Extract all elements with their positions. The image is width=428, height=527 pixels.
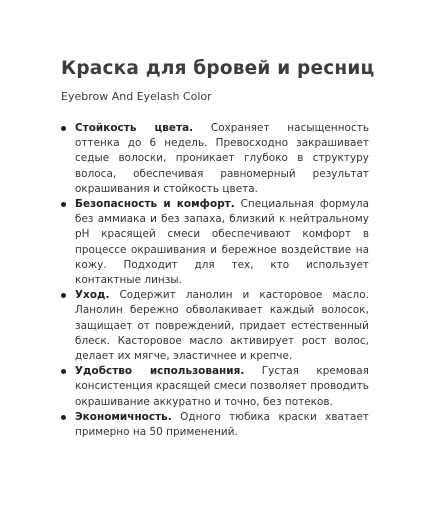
bullet-icon	[61, 202, 66, 207]
feature-name: Экономичность.	[75, 410, 172, 423]
page-subtitle: Eyebrow And Eyelash Color	[61, 90, 212, 103]
feature-name: Удобство использования.	[75, 365, 245, 378]
feature-text: Содержит ланолин и касторовое масло. Ланолин бережно обволакивает каждый волосок, защищает от повреждений, придает естественный блеск. Касторовое масло активирует рост волос, делает их мягче, эластичнее и крепче.	[75, 289, 369, 363]
feature-text: Одного тюбика краски хватает примерно на 50 применений.	[75, 410, 369, 439]
feature-item-color-fastness	[75, 121, 369, 197]
bullet-icon	[61, 369, 66, 374]
feature-item-safety-comfort	[75, 197, 369, 288]
feature-text: Специальная формула без аммиака и без запаха, близкий к нейтральному pH красящей смеси обеспечивают комфорт в процессе окрашивания и бережное воздействие на кожу. Подходит для тех, кто использует контактные линзы.	[75, 198, 369, 287]
bullet-icon	[61, 415, 66, 420]
feature-text: Сохраняет насыщенность оттенка до 6 недель. Превосходно закрашивает седые волоски, проникает глубоко в структуру волоса, обеспечивая равномерный результат окрашивания и стойкость цвета.	[75, 122, 370, 195]
feature-item-ease-of-use	[75, 364, 369, 410]
feature-name: Уход.	[75, 289, 110, 302]
feature-text: Густая кремовая консистенция красящей смеси позволяет проводить окрашивание аккуратно и точно, без потеков.	[75, 365, 369, 408]
feature-item-care	[75, 288, 369, 364]
feature-name: Стойкость цвета.	[75, 122, 194, 134]
page-title: Краска для бровей и ресниц	[61, 58, 375, 79]
feature-list	[75, 121, 369, 440]
bullet-icon	[61, 126, 66, 131]
feature-item-economy	[75, 410, 369, 440]
feature-name: Безопасность и комфорт.	[75, 198, 235, 211]
bullet-icon	[61, 293, 66, 298]
